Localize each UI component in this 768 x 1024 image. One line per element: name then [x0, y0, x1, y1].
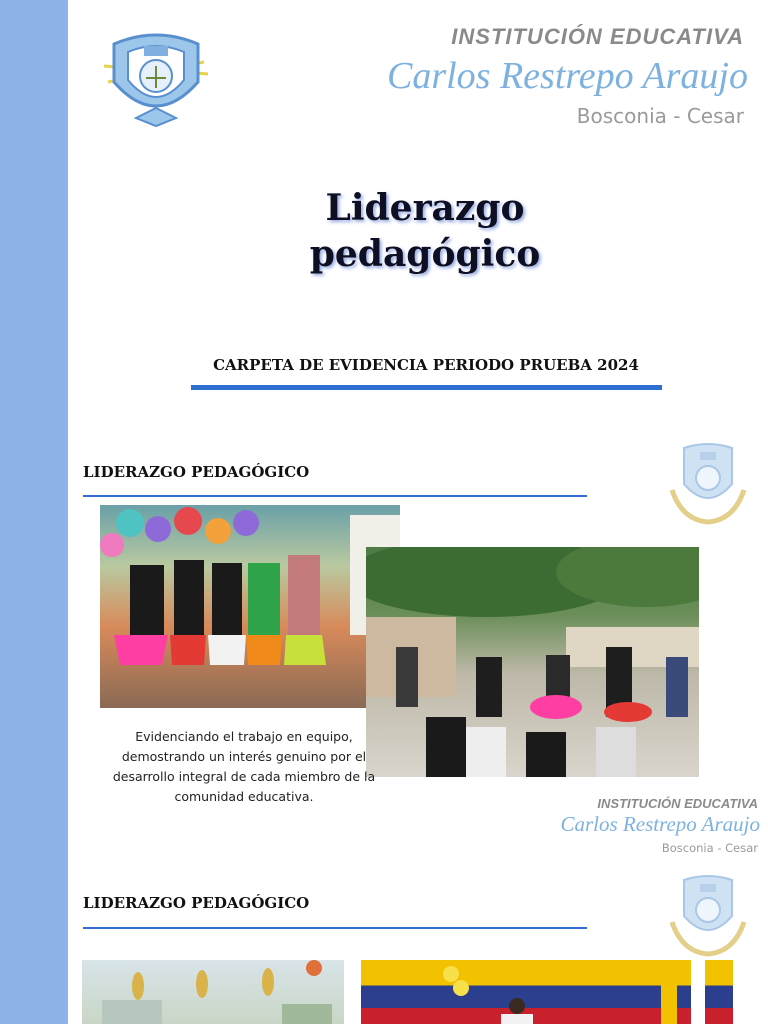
outdoor-dance-photo — [366, 547, 699, 777]
flag-ceremony-photo — [361, 960, 733, 1024]
page-title-line-2: pedagógico — [309, 233, 541, 275]
section-divider — [83, 927, 587, 929]
institution-label: INSTITUCIÓN EDUCATIVA — [451, 24, 744, 49]
section-divider — [83, 495, 587, 497]
institution-label-small: INSTITUCIÓN EDUCATIVA — [597, 796, 758, 811]
institution-name-small: Carlos Restrepo Araujo — [560, 812, 760, 836]
school-crest-icon — [100, 22, 212, 130]
group-costume-photo — [100, 505, 400, 708]
institution-name: Carlos Restrepo Araujo — [386, 55, 748, 97]
painted-wall-photo — [82, 960, 344, 1024]
page-subtitle: CARPETA DE EVIDENCIA PERIODO PRUEBA 2024 — [213, 356, 639, 374]
section-heading: LIDERAZGO PEDAGÓGICO — [83, 463, 310, 481]
laurel-crest-icon — [662, 872, 754, 958]
laurel-crest-icon — [662, 440, 754, 526]
photo-caption: Evidenciando el trabajo en equipo, demostrando un interés genuino por el desarrollo integral de cada miembro de la comunidad educativa. — [112, 729, 376, 804]
page-title — [200, 185, 650, 277]
section-heading: LIDERAZGO PEDAGÓGICO — [83, 894, 310, 912]
subtitle-divider — [191, 385, 662, 390]
institution-location: Bosconia - Cesar — [576, 104, 744, 128]
page-title-line-1: Liderazgo — [325, 187, 525, 229]
left-accent-bar — [0, 0, 68, 1024]
institution-location-small: Bosconia - Cesar — [661, 841, 758, 855]
